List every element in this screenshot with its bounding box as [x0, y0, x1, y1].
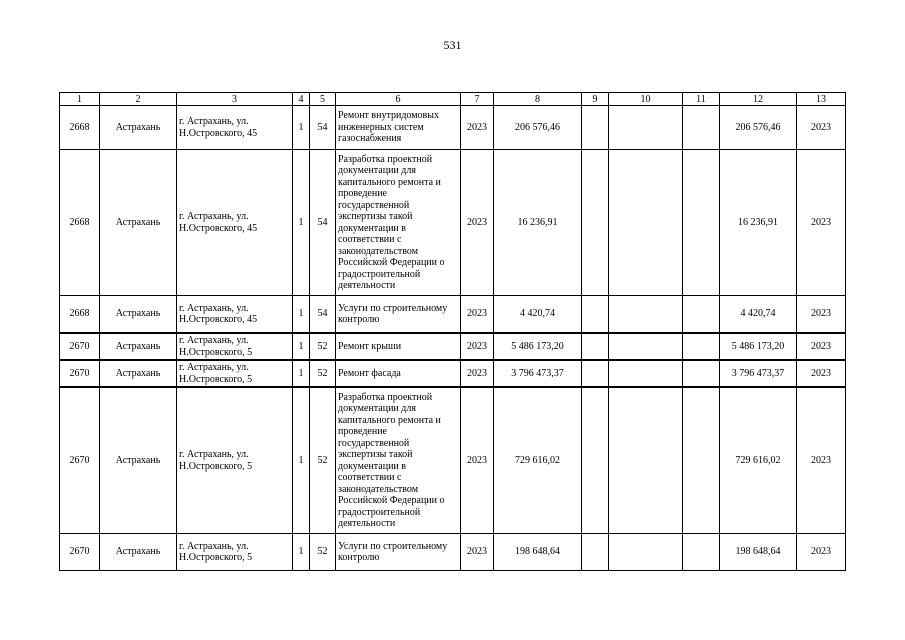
cell-col13: 2023 [797, 387, 846, 534]
header-cell: 13 [797, 93, 846, 106]
cell-col11 [683, 296, 720, 334]
cell-year: 2023 [461, 360, 494, 387]
cell-municipality: Астрахань [100, 296, 177, 334]
cell-address: г. Астрахань, ул. Н.Островского, 45 [177, 150, 293, 296]
cell-address: г. Астрахань, ул. Н.Островского, 45 [177, 106, 293, 150]
header-cell: 1 [60, 93, 100, 106]
cell-col12: 206 576,46 [720, 106, 797, 150]
table-row [60, 387, 846, 534]
cell-number: 2670 [60, 333, 100, 360]
cell-col13: 2023 [797, 360, 846, 387]
cell-work-type: Ремонт фасада [336, 360, 461, 387]
cell-address: г. Астрахань, ул. Н.Островского, 5 [177, 360, 293, 387]
cell-col12: 729 616,02 [720, 387, 797, 534]
cell-col5: 54 [310, 106, 336, 150]
cell-cost: 3 796 473,37 [494, 360, 582, 387]
cell-col13: 2023 [797, 333, 846, 360]
cell-col9 [582, 387, 609, 534]
cell-col5: 52 [310, 534, 336, 571]
cell-col4: 1 [293, 150, 310, 296]
page-number: 531 [443, 38, 462, 52]
cell-col10 [609, 534, 683, 571]
cell-year: 2023 [461, 333, 494, 360]
cell-col5: 52 [310, 333, 336, 360]
cell-col13: 2023 [797, 106, 846, 150]
header-cell: 6 [336, 93, 461, 106]
table-row [60, 106, 846, 150]
cell-col13: 2023 [797, 296, 846, 334]
cell-work-type: Разработка проектной документации для капитального ремонта и проведение государственной экспертизы такой документации в соответствии с законодательством Российской Федерации о градостроительной деятельности [336, 387, 461, 534]
cell-address: г. Астрахань, ул. Н.Островского, 5 [177, 534, 293, 571]
cell-work-type: Ремонт крыши [336, 333, 461, 360]
cell-col5: 54 [310, 296, 336, 334]
table-row [60, 296, 846, 334]
cell-col10 [609, 333, 683, 360]
table-row [60, 333, 846, 360]
cell-col9 [582, 534, 609, 571]
cell-col5: 52 [310, 360, 336, 387]
cell-municipality: Астрахань [100, 333, 177, 360]
cell-col4: 1 [293, 360, 310, 387]
cell-col4: 1 [293, 333, 310, 360]
cell-municipality: Астрахань [100, 150, 177, 296]
cell-col4: 1 [293, 106, 310, 150]
cell-col11 [683, 333, 720, 360]
cell-cost: 4 420,74 [494, 296, 582, 334]
cell-col9 [582, 106, 609, 150]
header-row [60, 93, 846, 106]
cell-col10 [609, 387, 683, 534]
cell-year: 2023 [461, 296, 494, 334]
header-cell: 10 [609, 93, 683, 106]
cell-col10 [609, 106, 683, 150]
cell-number: 2668 [60, 106, 100, 150]
cell-cost: 5 486 173,20 [494, 333, 582, 360]
cell-col10 [609, 360, 683, 387]
cell-number: 2670 [60, 534, 100, 571]
cell-address: г. Астрахань, ул. Н.Островского, 45 [177, 296, 293, 334]
cell-col4: 1 [293, 296, 310, 334]
cell-year: 2023 [461, 387, 494, 534]
cell-col12: 4 420,74 [720, 296, 797, 334]
cell-col4: 1 [293, 387, 310, 534]
cell-cost: 198 648,64 [494, 534, 582, 571]
cell-municipality: Астрахань [100, 387, 177, 534]
cell-col9 [582, 296, 609, 334]
cell-cost: 16 236,91 [494, 150, 582, 296]
cell-col9 [582, 150, 609, 296]
cell-year: 2023 [461, 534, 494, 571]
cell-col9 [582, 360, 609, 387]
cell-cost: 206 576,46 [494, 106, 582, 150]
cell-col12: 16 236,91 [720, 150, 797, 296]
cell-municipality: Астрахань [100, 360, 177, 387]
cell-work-type: Услуги по строительному контролю [336, 534, 461, 571]
header-cell: 2 [100, 93, 177, 106]
cell-col13: 2023 [797, 150, 846, 296]
cell-cost: 729 616,02 [494, 387, 582, 534]
cell-col5: 52 [310, 387, 336, 534]
cell-col9 [582, 333, 609, 360]
cell-col11 [683, 534, 720, 571]
cell-work-type: Ремонт внутридомовых инженерных систем газоснабжения [336, 106, 461, 150]
cell-year: 2023 [461, 150, 494, 296]
cell-col11 [683, 106, 720, 150]
cell-col10 [609, 296, 683, 334]
cell-col5: 54 [310, 150, 336, 296]
cell-municipality: Астрахань [100, 534, 177, 571]
header-cell: 4 [293, 93, 310, 106]
cell-number: 2668 [60, 296, 100, 334]
header-cell: 8 [494, 93, 582, 106]
cell-col12: 198 648,64 [720, 534, 797, 571]
header-cell: 11 [683, 93, 720, 106]
cell-address: г. Астрахань, ул. Н.Островского, 5 [177, 333, 293, 360]
cell-number: 2670 [60, 360, 100, 387]
capital-repair-table [59, 92, 846, 571]
cell-col13: 2023 [797, 534, 846, 571]
cell-address: г. Астрахань, ул. Н.Островского, 5 [177, 387, 293, 534]
cell-number: 2668 [60, 150, 100, 296]
header-cell: 5 [310, 93, 336, 106]
header-cell: 9 [582, 93, 609, 106]
table-row [60, 534, 846, 571]
header-cell: 7 [461, 93, 494, 106]
cell-col12: 3 796 473,37 [720, 360, 797, 387]
cell-col11 [683, 387, 720, 534]
header-cell: 3 [177, 93, 293, 106]
header-cell: 12 [720, 93, 797, 106]
cell-col11 [683, 150, 720, 296]
cell-number: 2670 [60, 387, 100, 534]
cell-year: 2023 [461, 106, 494, 150]
cell-col10 [609, 150, 683, 296]
cell-col12: 5 486 173,20 [720, 333, 797, 360]
table-row [60, 150, 846, 296]
cell-work-type: Разработка проектной документации для капитального ремонта и проведение государственной экспертизы такой документации в соответствии с законодательством Российской Федерации о градостроительной деятельности [336, 150, 461, 296]
table-row [60, 360, 846, 387]
cell-work-type: Услуги по строительному контролю [336, 296, 461, 334]
cell-col4: 1 [293, 534, 310, 571]
cell-col11 [683, 360, 720, 387]
cell-municipality: Астрахань [100, 106, 177, 150]
